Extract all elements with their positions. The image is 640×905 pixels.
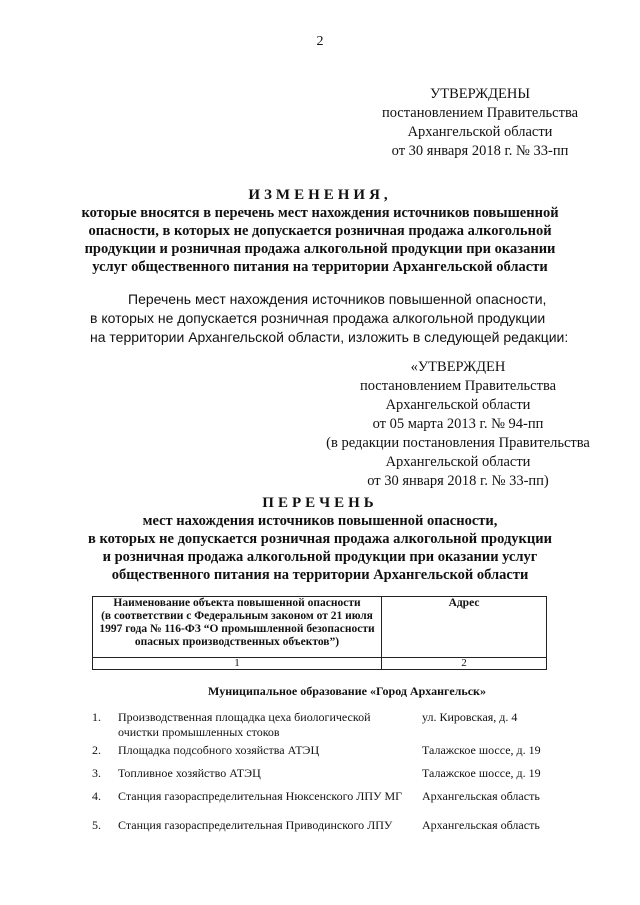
list-title-line: в которых не допускается розничная продажа алкогольной продукции: [88, 531, 552, 547]
list-approval-line: от 05 марта 2013 г. № 94-пп: [372, 416, 544, 432]
changes-line: продукции и розничная продажа алкогольной продукции при оказании: [84, 241, 556, 257]
item-name-line: Производственная площадка цеха биологической: [118, 710, 371, 724]
item-name-line: очистки промышленных стоков: [118, 725, 280, 739]
municipality-heading: Муниципальное образование «Город Архангельск»: [208, 684, 486, 698]
changes-line: услуг общественного питания на территории Архангельской области: [92, 259, 548, 275]
item-number: 5.: [92, 818, 101, 832]
column-header-line: 1997 года № 116-ФЗ “О промышленной безопасности: [99, 623, 375, 635]
item-name: Топливное хозяйство АТЭЦ: [118, 766, 261, 780]
item-name: Площадка подсобного хозяйства АТЭЦ: [118, 743, 320, 757]
item-number: 4.: [92, 789, 101, 803]
item-address: ул. Кировская, д. 4: [422, 710, 518, 724]
item-address: Талажское шоссе, д. 19: [422, 766, 541, 780]
list-title-line: общественного питания на территории Архангельской области: [111, 567, 529, 583]
column-number-2: 2: [382, 658, 547, 670]
list-approval-line: постановлением Правительства: [359, 378, 557, 394]
changes-heading: [60, 186, 580, 276]
column-header-line: (в соответствии с Федеральным законом от 21 июля: [101, 610, 373, 622]
column-header-name: [93, 597, 382, 658]
column-header-line: Наименование объекта повышенной опасности: [113, 597, 361, 609]
approval-block: [340, 85, 620, 161]
column-header-line: опасных производственных объектов”): [134, 636, 340, 648]
item-address: Архангельская область: [422, 818, 540, 832]
item-address: Талажское шоссе, д. 19: [422, 743, 541, 757]
list-approval-line: (в редакции постановления Правительства: [326, 435, 590, 451]
item-number: 1.: [92, 710, 101, 724]
page-number: 2: [316, 34, 324, 49]
column-header-address: Адрес: [382, 597, 547, 658]
intro-line: на территории Архангельской области, изложить в следующей редакции:: [90, 329, 569, 345]
list-approval-line: Архангельской области: [385, 454, 531, 470]
list-heading: [60, 494, 580, 584]
changes-title: ИЗМЕНЕНИЯ,: [248, 187, 392, 203]
changes-line: которые вносятся в перечень мест нахождения источников повышенной: [81, 205, 559, 221]
list-table-header: [92, 596, 547, 670]
changes-line: опасности, в которых не допускается розничная продажа алкогольной: [88, 223, 552, 239]
list-approval-line: от 30 января 2018 г. № 33-пп): [367, 473, 549, 489]
list-title-line: мест нахождения источников повышенной опасности,: [142, 513, 498, 529]
list-approval-line: Архангельской области: [385, 397, 531, 413]
item-name: Станция газораспределительная Нюксенского ЛПУ МГ: [118, 789, 403, 803]
list-approval-title: «УТВЕРЖДЕН: [410, 359, 506, 375]
item-name: Станция газораспределительная Приводинского ЛПУ: [118, 818, 393, 832]
item-number: 3.: [92, 766, 101, 780]
list-title-line: и розничная продажа алкогольной продукции при оказании услуг: [102, 549, 538, 565]
approval-title: УТВЕРЖДЕНЫ: [429, 86, 531, 102]
item-address: Архангельская область: [422, 789, 540, 803]
intro-paragraph: [90, 290, 598, 347]
approval-line: постановлением Правительства: [381, 105, 579, 121]
intro-line: Перечень мест нахождения источников повышенной опасности,: [128, 291, 547, 307]
column-number-1: 1: [93, 658, 382, 670]
approval-line: Архангельской области: [407, 124, 553, 140]
approval-line: от 30 января 2018 г. № 33-пп: [391, 143, 569, 159]
intro-line: в которых не допускается розничная продажа алкогольной продукции: [90, 310, 546, 326]
list-approval-block: [310, 358, 606, 491]
item-name: [118, 710, 403, 740]
item-number: 2.: [92, 743, 101, 757]
list-title: ПЕРЕЧЕНЬ: [262, 495, 378, 511]
